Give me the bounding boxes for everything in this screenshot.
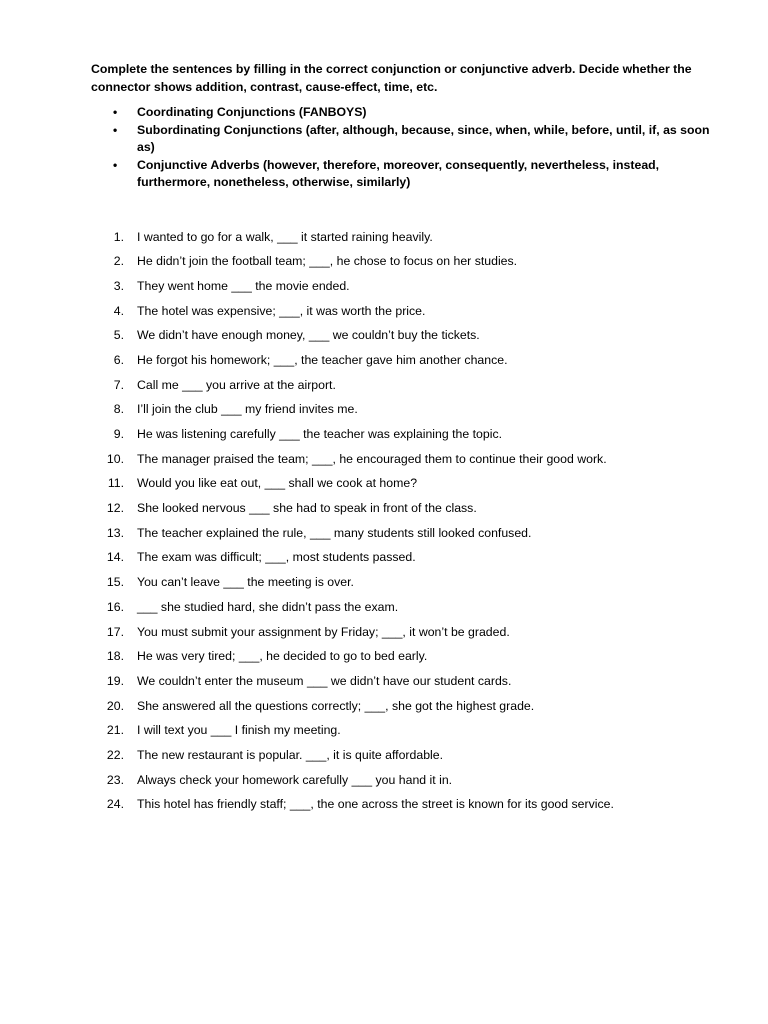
question-text: We couldn’t enter the museum ___ we didn’t have our student cards. bbox=[137, 673, 512, 688]
question-item bbox=[91, 524, 711, 549]
question-number: 6. bbox=[113, 352, 124, 367]
question-number: 11. bbox=[107, 476, 124, 491]
question-text: This hotel has friendly staff; ___, the one across the street is known for its good service. bbox=[137, 797, 614, 812]
question-item bbox=[91, 277, 711, 302]
category-item bbox=[91, 122, 711, 157]
question-item bbox=[91, 425, 711, 450]
category-item bbox=[91, 104, 711, 122]
question-text: You can’t leave ___ the meeting is over. bbox=[137, 575, 354, 590]
question-text: I wanted to go for a walk, ___ it started raining heavily. bbox=[137, 229, 433, 244]
worksheet-page bbox=[91, 60, 711, 820]
question-number: 14. bbox=[106, 550, 124, 565]
question-text: I will text you ___ I finish my meeting. bbox=[137, 723, 341, 738]
question-text: We didn’t have enough money, ___ we couldn’t buy the tickets. bbox=[137, 328, 480, 343]
question-text: The exam was difficult; ___, most students passed. bbox=[137, 550, 416, 565]
question-item bbox=[91, 548, 711, 573]
question-text: The hotel was expensive; ___, it was worth the price. bbox=[137, 303, 426, 318]
question-item bbox=[91, 376, 711, 401]
question-item bbox=[91, 400, 711, 425]
question-item bbox=[91, 450, 711, 475]
question-number: 17. bbox=[106, 624, 124, 639]
question-item bbox=[91, 697, 711, 722]
question-text: She looked nervous ___ she had to speak in front of the class. bbox=[137, 501, 477, 516]
bullet-icon: • bbox=[113, 105, 118, 119]
question-text: Would you like eat out, ___ shall we cook at home? bbox=[137, 476, 418, 491]
question-number: 19. bbox=[106, 673, 124, 688]
question-item bbox=[91, 474, 711, 499]
question-text: You must submit your assignment by Friday; ___, it won’t be graded. bbox=[137, 624, 510, 639]
category-label: Subordinating Conjunctions (after, although, because, since, when, while, before, until, if, as soon as) bbox=[137, 122, 710, 154]
question-number: 3. bbox=[113, 278, 124, 293]
category-label: Conjunctive Adverbs (however, therefore, moreover, consequently, nevertheless, instead, furthermore, nonetheless, otherwise, similarly) bbox=[137, 157, 660, 189]
question-number: 12. bbox=[106, 501, 124, 516]
question-number: 13. bbox=[106, 525, 124, 540]
question-number: 22. bbox=[106, 747, 124, 762]
question-text: The manager praised the team; ___, he encouraged them to continue their good work. bbox=[137, 451, 607, 466]
question-item bbox=[91, 598, 711, 623]
conjunction-categories-list bbox=[91, 104, 711, 192]
question-number: 21. bbox=[106, 723, 124, 738]
category-item bbox=[91, 157, 711, 192]
question-number: 24. bbox=[106, 797, 124, 812]
question-item bbox=[91, 302, 711, 327]
question-item bbox=[91, 721, 711, 746]
question-text: He didn’t join the football team; ___, he chose to focus on her studies. bbox=[137, 254, 518, 269]
instructions-text: Complete the sentences by filling in the correct conjunction or conjunctive adverb. Decide whether the connector shows addition, contrast, cause-effect, time, etc. bbox=[91, 62, 692, 94]
question-item bbox=[91, 499, 711, 524]
questions-list bbox=[91, 228, 711, 821]
question-number: 4. bbox=[113, 303, 124, 318]
question-item bbox=[91, 326, 711, 351]
question-number: 10. bbox=[106, 451, 124, 466]
question-number: 5. bbox=[113, 328, 124, 343]
question-number: 18. bbox=[106, 649, 124, 664]
question-text: The new restaurant is popular. ___, it is quite affordable. bbox=[137, 747, 444, 762]
question-text: ___ she studied hard, she didn’t pass the exam. bbox=[137, 599, 399, 614]
question-item bbox=[91, 647, 711, 672]
question-number: 9. bbox=[113, 427, 124, 441]
question-text: Call me ___ you arrive at the airport. bbox=[137, 377, 336, 392]
question-item bbox=[91, 746, 711, 771]
question-number: 7. bbox=[113, 377, 124, 392]
question-text: They went home ___ the movie ended. bbox=[137, 278, 350, 293]
question-item bbox=[91, 252, 711, 277]
question-number: 1. bbox=[113, 229, 124, 244]
question-number: 8. bbox=[113, 402, 124, 417]
question-text: Always check your homework carefully ___ you hand it in. bbox=[137, 772, 453, 787]
question-item bbox=[91, 573, 711, 598]
question-item bbox=[91, 771, 711, 796]
question-number: 2. bbox=[113, 254, 124, 269]
question-number: 20. bbox=[106, 698, 124, 713]
question-item bbox=[91, 795, 711, 820]
question-number: 15. bbox=[106, 575, 124, 590]
question-text: He was listening carefully ___ the teacher was explaining the topic. bbox=[137, 427, 503, 441]
question-text: I’ll join the club ___ my friend invites me. bbox=[137, 402, 358, 417]
question-item bbox=[91, 672, 711, 697]
question-text: He forgot his homework; ___, the teacher gave him another chance. bbox=[137, 352, 508, 367]
question-text: The teacher explained the rule, ___ many students still looked confused. bbox=[137, 525, 532, 540]
question-item bbox=[91, 228, 711, 253]
question-item bbox=[91, 351, 711, 376]
bullet-icon: • bbox=[113, 122, 118, 137]
question-number: 23. bbox=[106, 772, 124, 787]
question-text: She answered all the questions correctly; ___, she got the highest grade. bbox=[137, 698, 535, 713]
question-item bbox=[91, 623, 711, 648]
category-label: Coordinating Conjunctions (FANBOYS) bbox=[137, 105, 367, 119]
question-text: He was very tired; ___, he decided to go to bed early. bbox=[137, 649, 428, 664]
bullet-icon: • bbox=[113, 157, 118, 172]
question-number: 16. bbox=[106, 599, 124, 614]
